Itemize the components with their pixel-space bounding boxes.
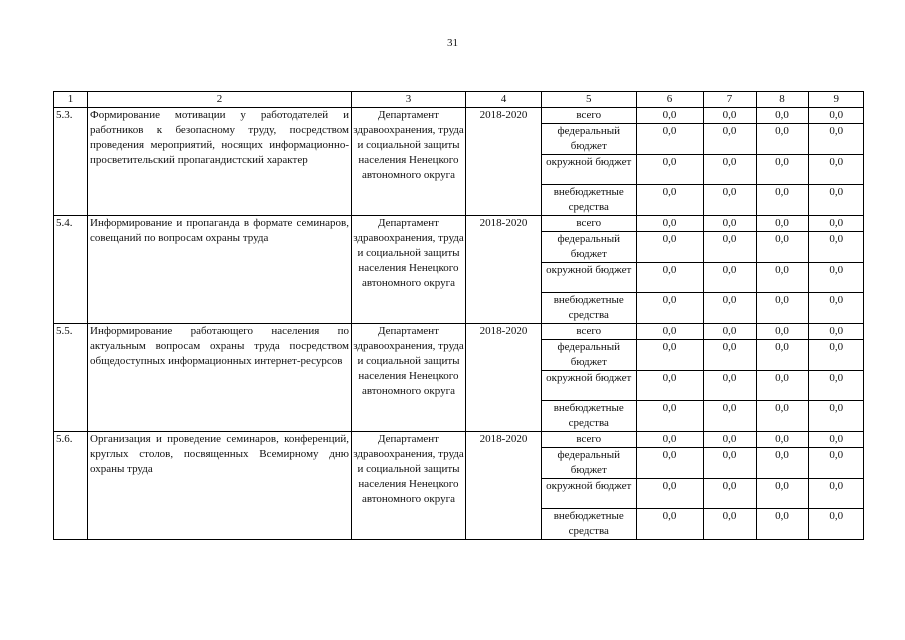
value-cell: 0,0 — [756, 108, 808, 124]
value-cell: 0,0 — [756, 155, 808, 185]
table-row — [54, 324, 864, 432]
value-cell: 0,0 — [636, 340, 703, 371]
value-cell: 0,0 — [756, 509, 808, 540]
value-cell: 0,0 — [636, 448, 703, 479]
value-cell: 0,0 — [636, 371, 703, 401]
value-cell: 0,0 — [636, 509, 703, 540]
activity-name: Информирование работающего населения по актуальным вопросам охраны труда посредством общедоступных информационных интернет-ресурсов — [88, 324, 352, 432]
value-cell: 0,0 — [756, 401, 808, 432]
header-cell: 8 — [756, 92, 808, 107]
value-cell: 0,0 — [636, 432, 703, 448]
period: 2018-2020 — [466, 324, 542, 432]
header-cell: 7 — [703, 92, 756, 107]
value-cell: 0,0 — [808, 216, 864, 232]
activity-name: Организация и проведение семинаров, конференций, круглых столов, посвященных Всемирному дню охраны труда — [88, 432, 352, 540]
source-label: федеральный бюджет — [542, 448, 636, 479]
value-cell: 0,0 — [808, 479, 864, 509]
value-cell: 0,0 — [703, 232, 756, 263]
funding-row — [542, 509, 864, 540]
funding-row — [542, 155, 864, 185]
value-cell: 0,0 — [703, 293, 756, 324]
header-cell-group — [542, 92, 864, 108]
header-cell: 6 — [636, 92, 703, 107]
value-cell: 0,0 — [808, 232, 864, 263]
source-label: федеральный бюджет — [542, 232, 636, 263]
source-label: федеральный бюджет — [542, 124, 636, 155]
value-cell: 0,0 — [703, 401, 756, 432]
source-label: окружной бюджет — [542, 479, 636, 509]
value-cell: 0,0 — [636, 185, 703, 216]
value-cell: 0,0 — [636, 293, 703, 324]
value-cell: 0,0 — [808, 432, 864, 448]
source-label: федеральный бюджет — [542, 340, 636, 371]
source-label: окружной бюджет — [542, 371, 636, 401]
value-cell: 0,0 — [756, 479, 808, 509]
value-cell: 0,0 — [703, 479, 756, 509]
value-cell: 0,0 — [808, 155, 864, 185]
value-cell: 0,0 — [636, 124, 703, 155]
table-row — [54, 108, 864, 216]
department: Департамент здравоохранения, труда и социальной защиты населения Ненецкого автономного округа — [352, 108, 466, 216]
funding-row — [542, 432, 864, 448]
value-cell: 0,0 — [808, 263, 864, 293]
value-cell: 0,0 — [636, 108, 703, 124]
value-cell: 0,0 — [703, 108, 756, 124]
funding-row — [542, 448, 864, 479]
value-cell: 0,0 — [756, 371, 808, 401]
header-cell: 3 — [352, 92, 466, 108]
value-cell: 0,0 — [636, 155, 703, 185]
value-cell: 0,0 — [756, 232, 808, 263]
value-cell: 0,0 — [703, 185, 756, 216]
value-cell: 0,0 — [703, 432, 756, 448]
table-row — [54, 432, 864, 540]
value-cell: 0,0 — [756, 216, 808, 232]
value-cell: 0,0 — [703, 324, 756, 340]
funding-row — [542, 401, 864, 432]
header-cell: 2 — [88, 92, 352, 108]
funding-row — [542, 124, 864, 155]
funding-row — [542, 232, 864, 263]
value-cell: 0,0 — [756, 124, 808, 155]
program-table — [53, 91, 864, 540]
value-cell: 0,0 — [756, 185, 808, 216]
header-cell: 4 — [466, 92, 542, 108]
funding-block — [542, 216, 864, 324]
period: 2018-2020 — [466, 108, 542, 216]
funding-row — [542, 216, 864, 232]
source-label: всего — [542, 324, 636, 340]
row-number: 5.6. — [54, 432, 88, 540]
row-number: 5.4. — [54, 216, 88, 324]
value-cell: 0,0 — [703, 124, 756, 155]
value-cell: 0,0 — [756, 263, 808, 293]
value-cell: 0,0 — [636, 401, 703, 432]
funding-block — [542, 324, 864, 432]
value-cell: 0,0 — [756, 432, 808, 448]
value-cell: 0,0 — [808, 371, 864, 401]
period: 2018-2020 — [466, 216, 542, 324]
source-label: внебюджетные средства — [542, 185, 636, 216]
source-label: внебюджетные средства — [542, 509, 636, 540]
source-label: внебюджетные средства — [542, 293, 636, 324]
source-label: всего — [542, 216, 636, 232]
source-label: окружной бюджет — [542, 263, 636, 293]
value-cell: 0,0 — [703, 263, 756, 293]
header-cell: 1 — [54, 92, 88, 108]
source-label: всего — [542, 432, 636, 448]
value-cell: 0,0 — [756, 293, 808, 324]
source-label: окружной бюджет — [542, 155, 636, 185]
funding-row — [542, 371, 864, 401]
value-cell: 0,0 — [808, 324, 864, 340]
funding-row — [542, 324, 864, 340]
funding-row — [542, 293, 864, 324]
value-cell: 0,0 — [703, 371, 756, 401]
value-cell: 0,0 — [756, 448, 808, 479]
value-cell: 0,0 — [703, 216, 756, 232]
row-number: 5.3. — [54, 108, 88, 216]
page-number: 31 — [447, 37, 458, 49]
value-cell: 0,0 — [808, 340, 864, 371]
source-label: внебюджетные средства — [542, 401, 636, 432]
value-cell: 0,0 — [756, 340, 808, 371]
funding-row — [542, 340, 864, 371]
value-cell: 0,0 — [808, 124, 864, 155]
value-cell: 0,0 — [703, 448, 756, 479]
value-cell: 0,0 — [808, 108, 864, 124]
value-cell: 0,0 — [829, 402, 844, 414]
value-cell: 0,0 — [829, 510, 844, 522]
department: Департамент здравоохранения, труда и социальной защиты населения Ненецкого автономного округа — [352, 216, 466, 324]
funding-block — [542, 432, 864, 540]
value-cell: 0,0 — [808, 448, 864, 479]
activity-name: Формирование мотивации у работодателей и работников к безопасному труду, посредством проведения мероприятий, носящих информационно-просветительский пропагандистский характер — [88, 108, 352, 216]
funding-row — [542, 263, 864, 293]
value-cell: 0,0 — [636, 263, 703, 293]
period: 2018-2020 — [466, 432, 542, 540]
department: Департамент здравоохранения, труда и социальной защиты населения Ненецкого автономного округа — [352, 324, 466, 432]
value-cell: 0,0 — [703, 155, 756, 185]
value-cell: 0,0 — [829, 294, 844, 306]
department: Департамент здравоохранения, труда и социальной защиты населения Ненецкого автономного округа — [352, 432, 466, 540]
value-cell: 0,0 — [636, 232, 703, 263]
value-cell: 0,0 — [703, 340, 756, 371]
value-cell: 0,0 — [829, 186, 844, 198]
activity-name: Информирование и пропаганда в формате семинаров, совещаний по вопросам охраны труда — [88, 216, 352, 324]
funding-row — [542, 108, 864, 124]
header-cell: 5 — [542, 92, 636, 107]
funding-row — [542, 479, 864, 509]
table-header — [54, 92, 864, 108]
value-cell: 0,0 — [636, 216, 703, 232]
row-number: 5.5. — [54, 324, 88, 432]
value-cell: 0,0 — [636, 324, 703, 340]
table-row — [54, 216, 864, 324]
value-cell: 0,0 — [756, 324, 808, 340]
funding-row — [542, 185, 864, 216]
value-cell: 0,0 — [636, 479, 703, 509]
source-label: всего — [542, 108, 636, 124]
header-cell: 9 — [833, 93, 839, 105]
funding-block — [542, 108, 864, 216]
value-cell: 0,0 — [703, 509, 756, 540]
